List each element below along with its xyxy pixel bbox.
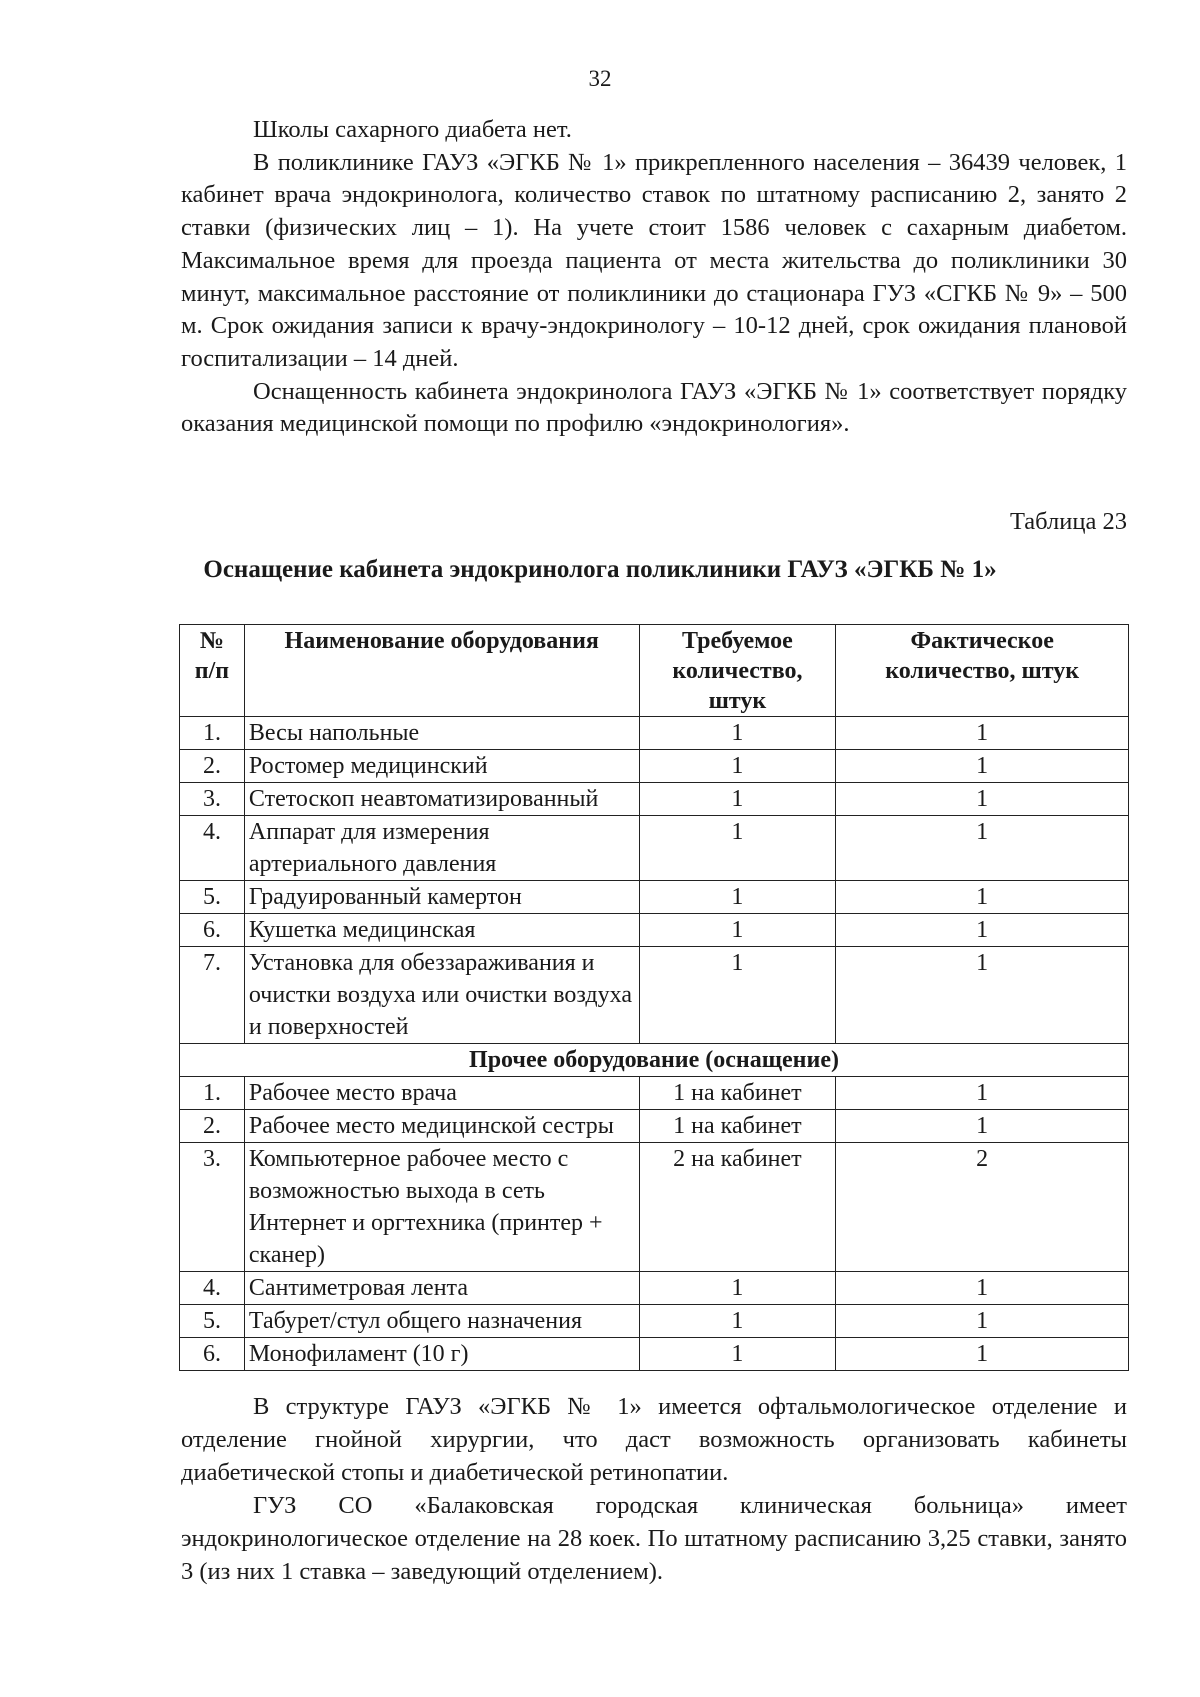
row-actual: 1 bbox=[836, 1272, 1129, 1305]
row-required: 1 на кабинет bbox=[639, 1110, 836, 1143]
row-num: 5. bbox=[180, 1305, 245, 1338]
row-required: 1 bbox=[639, 914, 836, 947]
section-title: Прочее оборудование (оснащение) bbox=[180, 1044, 1129, 1077]
row-name: Рабочее место врача bbox=[244, 1077, 639, 1110]
header-actual-line2: количество, штук bbox=[885, 658, 1080, 684]
table-caption: Таблица 23 bbox=[1009, 508, 1127, 535]
row-name: Компьютерное рабочее место с возможностью выхода в сеть Интернет и оргтехника (принтер + сканер) bbox=[244, 1143, 639, 1272]
row-num: 5. bbox=[180, 881, 245, 914]
header-required-line2: количество, штук bbox=[672, 658, 803, 714]
row-required: 2 на кабинет bbox=[639, 1143, 836, 1272]
row-num: 7. bbox=[180, 947, 245, 1044]
row-required: 1 bbox=[639, 881, 836, 914]
intro-text bbox=[181, 114, 1127, 441]
row-actual: 1 bbox=[836, 1110, 1129, 1143]
row-actual: 1 bbox=[836, 1338, 1129, 1371]
row-name: Аппарат для измерения артериального давления bbox=[244, 816, 639, 881]
row-required: 1 bbox=[639, 1338, 836, 1371]
row-required: 1 bbox=[639, 717, 836, 750]
table-row bbox=[180, 1338, 1129, 1371]
row-num: 3. bbox=[180, 1143, 245, 1272]
row-num: 6. bbox=[180, 1338, 245, 1371]
row-name: Весы напольные bbox=[244, 717, 639, 750]
row-required: 1 bbox=[639, 783, 836, 816]
row-num: 6. bbox=[180, 914, 245, 947]
row-num: 4. bbox=[180, 816, 245, 881]
header-num bbox=[180, 625, 245, 717]
table-row bbox=[180, 1143, 1129, 1272]
paragraph: Оснащенность кабинета эндокринолога ГАУЗ «ЭГКБ № 1» соответствует порядку оказания медицинской помощи по профилю «эндокринология». bbox=[181, 377, 1127, 438]
row-actual: 1 bbox=[836, 783, 1129, 816]
header-required-line1: Требуемое bbox=[682, 628, 793, 654]
table-row bbox=[180, 750, 1129, 783]
outro-text bbox=[181, 1390, 1127, 1588]
equipment-table bbox=[179, 624, 1129, 1371]
header-num-line2: п/п bbox=[194, 658, 230, 684]
header-actual bbox=[836, 625, 1129, 717]
row-name: Табурет/стул общего назначения bbox=[244, 1305, 639, 1338]
row-num: 1. bbox=[180, 717, 245, 750]
table-row bbox=[180, 1077, 1129, 1110]
row-num: 4. bbox=[180, 1272, 245, 1305]
row-required: 1 bbox=[639, 816, 836, 881]
table-section-row bbox=[180, 1044, 1129, 1077]
row-num: 2. bbox=[180, 1110, 245, 1143]
paragraph: В структуре ГАУЗ «ЭГКБ № 1» имеется офтальмологическое отделение и отделение гнойной хирургии, что даст возможность организовать кабинеты диабетической стопы и диабетической ретинопатии. bbox=[181, 1393, 1127, 1486]
row-required: 1 на кабинет bbox=[639, 1077, 836, 1110]
row-actual: 1 bbox=[836, 1305, 1129, 1338]
row-name: Кушетка медицинская bbox=[244, 914, 639, 947]
table-row bbox=[180, 1110, 1129, 1143]
table-row bbox=[180, 1272, 1129, 1305]
paragraph: ГУЗ СО «Балаковская городская клиническая больница» имеет эндокринологическое отделение на 28 коек. По штатному расписанию 3,25 ставки, занято 3 (из них 1 ставка – заведующий отделением). bbox=[181, 1492, 1127, 1585]
row-name: Стетоскоп неавтоматизированный bbox=[244, 783, 639, 816]
row-actual: 1 bbox=[836, 914, 1129, 947]
table-row bbox=[180, 947, 1129, 1044]
table-header-row bbox=[180, 625, 1129, 717]
header-name: Наименование оборудования bbox=[244, 625, 639, 717]
paragraph: Школы сахарного диабета нет. bbox=[253, 116, 572, 143]
table-row bbox=[180, 717, 1129, 750]
row-name: Рабочее место медицинской сестры bbox=[244, 1110, 639, 1143]
header-required bbox=[639, 625, 836, 717]
row-name: Градуированный камертон bbox=[244, 881, 639, 914]
table-row bbox=[180, 881, 1129, 914]
row-actual: 1 bbox=[836, 881, 1129, 914]
table-row bbox=[180, 914, 1129, 947]
row-actual: 1 bbox=[836, 947, 1129, 1044]
row-actual: 1 bbox=[836, 717, 1129, 750]
page-number: 32 bbox=[588, 66, 612, 91]
header-num-line1: № bbox=[199, 628, 225, 654]
row-required: 1 bbox=[639, 1305, 836, 1338]
row-num: 2. bbox=[180, 750, 245, 783]
table-title: Оснащение кабинета эндокринолога поликлиники ГАУЗ «ЭГКБ № 1» bbox=[203, 556, 997, 583]
paragraph: В поликлинике ГАУЗ «ЭГКБ № 1» прикрепленного населения – 36439 человек, 1 кабинет врача эндокринолога, количество ставок по штатному расписанию 2, занято 2 ставки (физических лиц – 1). На учете стоит 1586 человек с сахарным диабетом. Максимальное время для проезда пациента от места жительства до поликлиники 30 минут, максимальное расстояние от поликлиники до стационара ГУЗ «СГКБ № 9» – 500 м. Срок ожидания записи к врачу-эндокринологу – 10-12 дней, срок ожидания плановой госпитализации – 14 дней. bbox=[181, 148, 1127, 372]
row-actual: 2 bbox=[836, 1143, 1129, 1272]
row-actual: 1 bbox=[836, 1077, 1129, 1110]
row-name: Ростомер медицинский bbox=[244, 750, 639, 783]
table-row bbox=[180, 1305, 1129, 1338]
table-row bbox=[180, 783, 1129, 816]
header-actual-line1: Фактическое bbox=[910, 628, 1054, 654]
table-row bbox=[180, 816, 1129, 881]
row-name: Сантиметровая лента bbox=[244, 1272, 639, 1305]
row-required: 1 bbox=[639, 1272, 836, 1305]
row-actual: 1 bbox=[836, 816, 1129, 881]
row-num: 3. bbox=[180, 783, 245, 816]
row-name: Монофиламент (10 г) bbox=[244, 1338, 639, 1371]
row-actual: 1 bbox=[836, 750, 1129, 783]
row-required: 1 bbox=[639, 750, 836, 783]
row-required: 1 bbox=[639, 947, 836, 1044]
row-name: Установка для обеззараживания и очистки воздуха или очистки воздуха и поверхностей bbox=[244, 947, 639, 1044]
row-num: 1. bbox=[180, 1077, 245, 1110]
